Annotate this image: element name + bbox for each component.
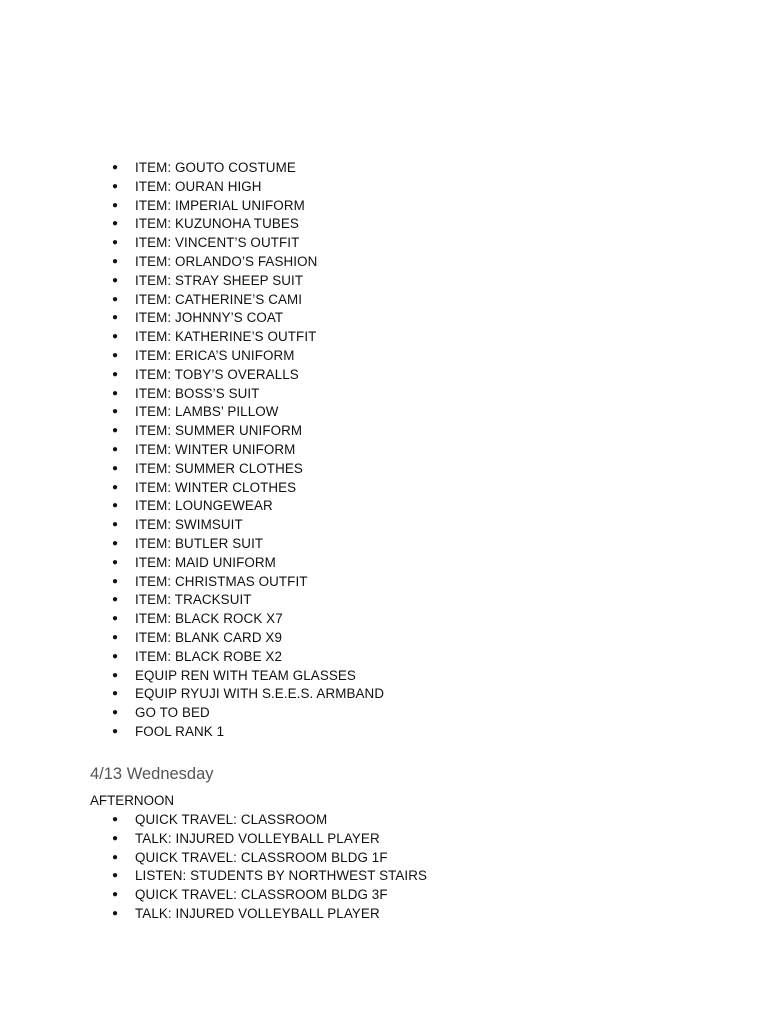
- list-item: [112, 535, 384, 554]
- bullet-icon: ●: [112, 707, 119, 719]
- list-item-text: QUICK TRAVEL: CLASSROOM: [135, 812, 328, 827]
- list-item-text: ITEM: SUMMER CLOTHES: [135, 460, 303, 476]
- bullet-icon: ●: [112, 331, 119, 343]
- list-item-text: QUICK TRAVEL: CLASSROOM BLDG 1F: [135, 849, 388, 865]
- list-item: [112, 516, 384, 535]
- afternoon-bullet-list: [112, 811, 427, 924]
- list-item: [112, 573, 384, 592]
- bullet-icon: ●: [112, 199, 119, 211]
- list-item-text: GO TO BED: [135, 705, 210, 721]
- list-item-text: ITEM: IMPERIAL UNIFORM: [135, 197, 305, 213]
- bullet-icon: ●: [112, 500, 119, 512]
- list-item-text: ITEM: WINTER UNIFORM: [135, 441, 296, 457]
- bullet-icon: ●: [112, 631, 119, 643]
- bullet-icon: ●: [112, 669, 119, 681]
- bullet-icon: ●: [112, 556, 119, 568]
- list-item: [112, 867, 427, 886]
- list-item-text: FOOL RANK 1: [135, 723, 225, 739]
- bullet-icon: ●: [112, 180, 119, 192]
- bullet-icon: ●: [112, 613, 119, 625]
- list-item: [112, 685, 384, 704]
- list-item: [112, 197, 384, 216]
- section-label-afternoon: AFTERNOON: [90, 793, 175, 808]
- bullet-icon: ●: [112, 650, 119, 662]
- list-item: [112, 460, 384, 479]
- list-item: [112, 648, 384, 667]
- bullet-icon: ●: [112, 889, 119, 901]
- list-item: [112, 723, 384, 742]
- list-item: [112, 366, 384, 385]
- list-item-text: ITEM: BLACK ROCK X7: [135, 611, 283, 627]
- list-item: [112, 905, 427, 924]
- list-item-text: ITEM: ERICA’S UNIFORM: [135, 347, 295, 363]
- list-item: [112, 253, 384, 272]
- date-heading: 4/13 Wednesday: [90, 765, 214, 783]
- list-item: [112, 479, 384, 498]
- list-item: [112, 830, 427, 849]
- list-item-text: ITEM: JOHNNY’S COAT: [135, 310, 284, 326]
- list-item: [112, 591, 384, 610]
- list-item-text: EQUIP REN WITH TEAM GLASSES: [135, 667, 356, 683]
- list-item-text: ITEM: CHRISTMAS OUTFIT: [135, 573, 308, 589]
- list-item-text: ITEM: SWIMSUIT: [135, 517, 243, 533]
- list-item: [112, 178, 384, 197]
- bullet-icon: ●: [112, 293, 119, 305]
- bullet-icon: ●: [112, 832, 119, 844]
- list-item: [112, 385, 384, 404]
- bullet-icon: ●: [112, 218, 119, 230]
- list-item-text: ITEM: BUTLER SUIT: [135, 535, 264, 551]
- list-item-text: ITEM: LAMBS’ PILLOW: [135, 404, 279, 420]
- bullet-icon: ●: [112, 537, 119, 549]
- list-item: [112, 497, 384, 516]
- bullet-icon: ●: [112, 594, 119, 606]
- list-item-text: TALK: INJURED VOLLEYBALL PLAYER: [135, 905, 380, 921]
- items-bullet-list: [112, 159, 384, 742]
- bullet-icon: ●: [112, 481, 119, 493]
- list-item-text: ITEM: KUZUNOHA TUBES: [135, 216, 299, 232]
- bullet-icon: ●: [112, 519, 119, 531]
- list-item: [112, 234, 384, 253]
- bullet-icon: ●: [112, 312, 119, 324]
- bullet-icon: ●: [112, 870, 119, 882]
- list-item-text: ITEM: STRAY SHEEP SUIT: [135, 272, 304, 288]
- list-item: [112, 215, 384, 234]
- bullet-icon: ●: [112, 274, 119, 286]
- bullet-icon: ●: [112, 162, 119, 173]
- list-item-text: ITEM: GOUTO COSTUME: [135, 160, 296, 175]
- list-item: [112, 610, 384, 629]
- list-item-text: ITEM: TOBY’S OVERALLS: [135, 366, 299, 382]
- list-item-text: ITEM: CATHERINE’S CAMI: [135, 291, 303, 307]
- bullet-icon: ●: [112, 907, 119, 919]
- list-item-text: EQUIP RYUJI WITH S.E.E.S. ARMBAND: [135, 686, 385, 702]
- list-item-text: ITEM: ORLANDO’S FASHION: [135, 253, 318, 269]
- list-item: [112, 811, 427, 830]
- list-item-text: ITEM: VINCENT’S OUTFIT: [135, 235, 300, 251]
- list-item: [112, 272, 384, 291]
- list-item: [112, 328, 384, 347]
- bullet-icon: ●: [112, 387, 119, 399]
- list-item-text: ITEM: OURAN HIGH: [135, 178, 262, 194]
- list-item-text: ITEM: SUMMER UNIFORM: [135, 423, 303, 439]
- list-item-text: ITEM: BLANK CARD X9: [135, 629, 282, 645]
- list-item-text: ITEM: WINTER CLOTHES: [135, 479, 297, 495]
- bullet-icon: ●: [112, 851, 119, 863]
- list-item-text: ITEM: MAID UNIFORM: [135, 554, 276, 570]
- list-item: [112, 291, 384, 310]
- list-item-text: ITEM: LOUNGEWEAR: [135, 498, 273, 514]
- list-item: [112, 403, 384, 422]
- bullet-icon: ●: [112, 443, 119, 455]
- bullet-icon: ●: [112, 814, 119, 825]
- list-item: [112, 347, 384, 366]
- list-item-text: LISTEN: STUDENTS BY NORTHWEST STAIRS: [135, 868, 428, 884]
- list-item: [112, 422, 384, 441]
- bullet-icon: ●: [112, 425, 119, 437]
- bullet-icon: ●: [112, 575, 119, 587]
- bullet-icon: ●: [112, 462, 119, 474]
- list-item: [112, 554, 384, 573]
- list-item: [112, 159, 384, 178]
- list-item: [112, 309, 384, 328]
- list-item: [112, 667, 384, 686]
- bullet-icon: ●: [112, 688, 119, 700]
- bullet-icon: ●: [112, 725, 119, 737]
- list-item: [112, 441, 384, 460]
- list-item-text: ITEM: BLACK ROBE X2: [135, 648, 283, 664]
- list-item: [112, 629, 384, 648]
- list-item: [112, 849, 427, 868]
- list-item-text: QUICK TRAVEL: CLASSROOM BLDG 3F: [135, 887, 388, 903]
- bullet-icon: ●: [112, 237, 119, 249]
- bullet-icon: ●: [112, 368, 119, 380]
- bullet-icon: ●: [112, 349, 119, 361]
- list-item-text: ITEM: TRACKSUIT: [135, 592, 252, 608]
- bullet-icon: ●: [112, 406, 119, 418]
- list-item: [112, 704, 384, 723]
- list-item-text: ITEM: KATHERINE’S OUTFIT: [135, 329, 317, 345]
- list-item-text: ITEM: BOSS’S SUIT: [135, 385, 260, 401]
- bullet-icon: ●: [112, 255, 119, 267]
- list-item-text: TALK: INJURED VOLLEYBALL PLAYER: [135, 830, 380, 846]
- list-item: [112, 886, 427, 905]
